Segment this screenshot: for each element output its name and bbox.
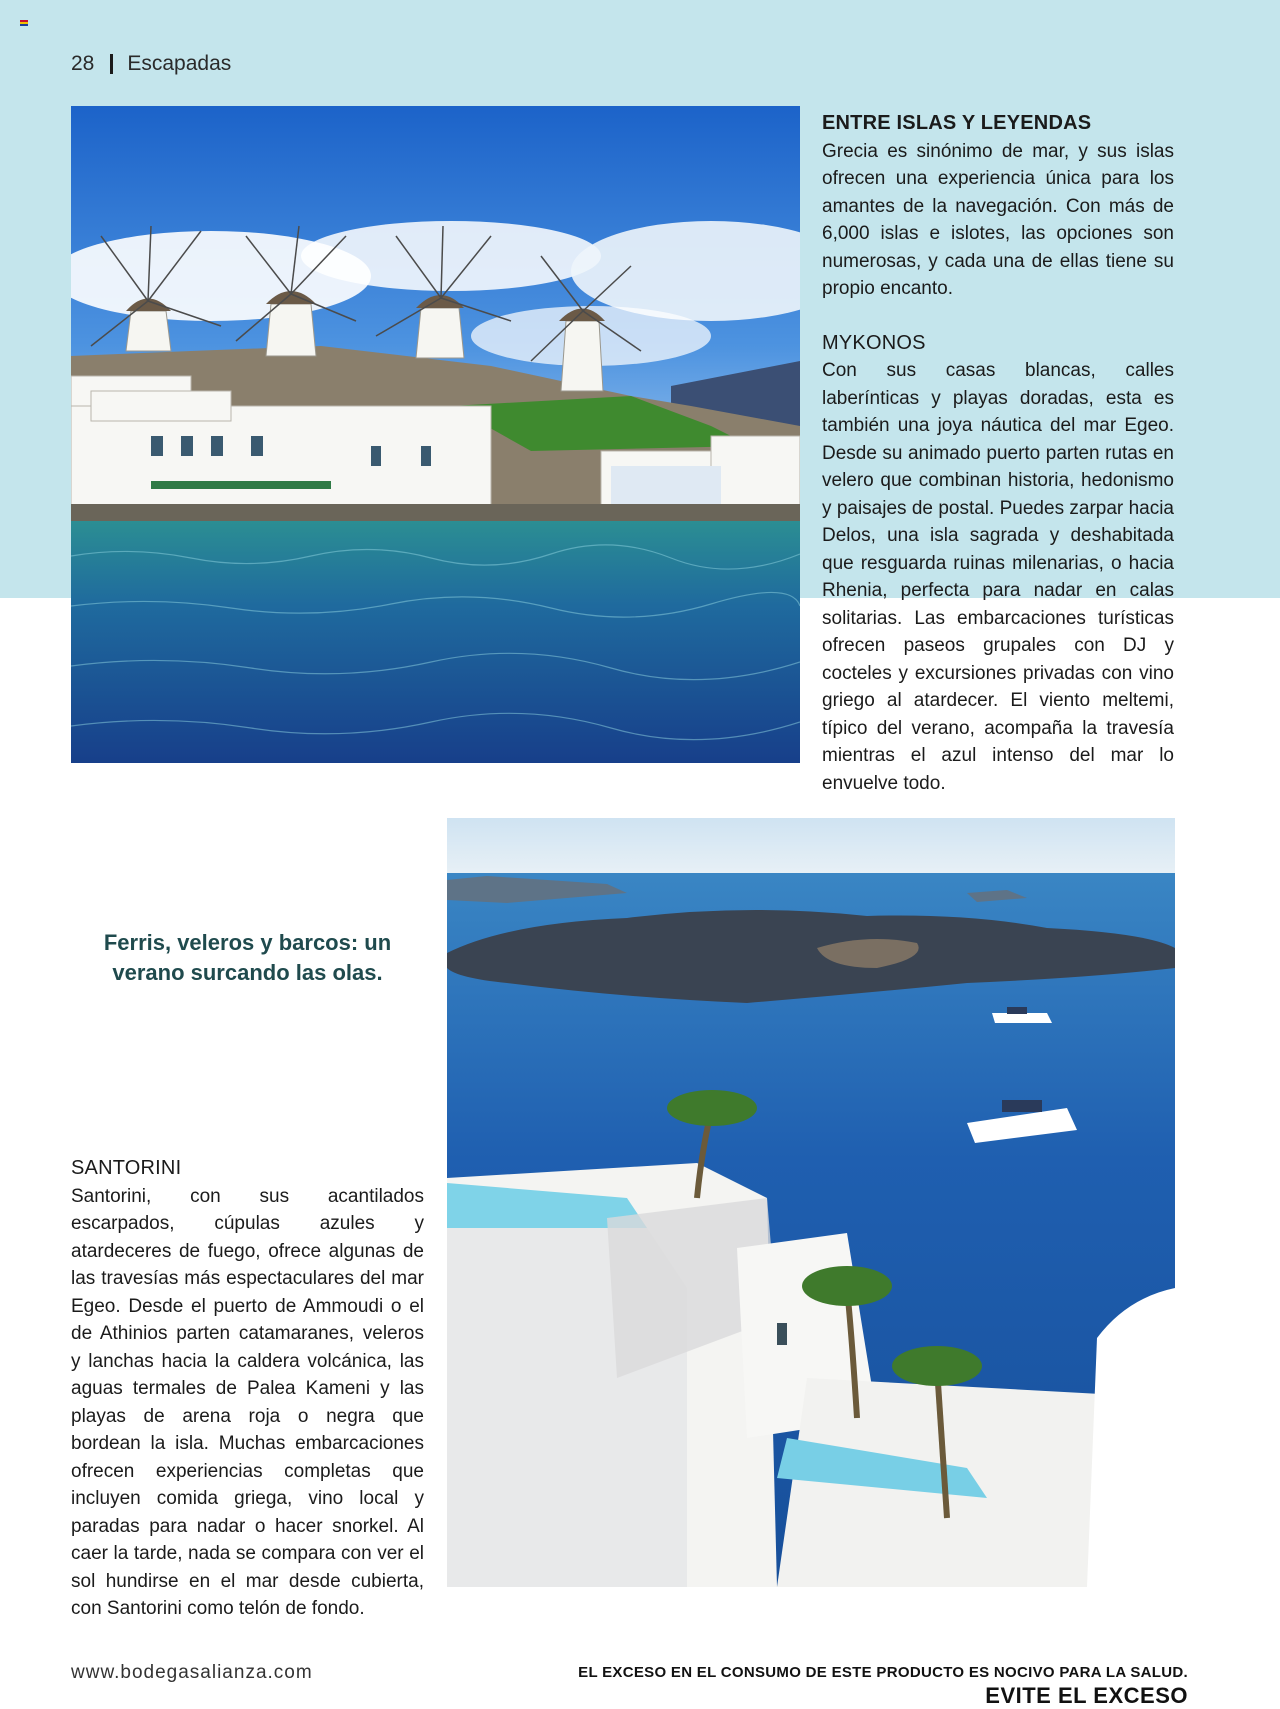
pull-quote: Ferris, veleros y barcos: un verano surcando las olas.	[103, 930, 392, 985]
health-slogan: EVITE EL EXCESO	[985, 1683, 1188, 1708]
mykonos-subheading: MYKONOS	[822, 331, 926, 354]
santorini-caldera-photo	[447, 818, 1175, 1587]
article-entre-islas	[822, 110, 1174, 797]
health-warning: EL EXCESO EN EL CONSUMO DE ESTE PRODUCTO ES NOCIVO PARA LA SALUD.	[578, 1664, 1188, 1681]
article-intro: Grecia es sinónimo de mar, y sus islas ofrecen una experiencia única para los amantes de la navegación. Con más de 6,000 islas e islotes, las opciones son numerosas, y cada una de ellas tiene su propio encanto.	[822, 140, 1174, 299]
article-heading: ENTRE ISLAS Y LEYENDAS	[822, 112, 1092, 134]
article-santorini	[71, 1155, 424, 1623]
mykonos-body: Con sus casas blancas, calles laberínticas y playas doradas, esta es también una joya náutica del mar Egeo. Desde su animado puerto parten rutas en velero que combinan historia, hedonismo y paisajes de postal. Puedes zarpar hacia Delos, una isla sagrada y deshabitada que resguarda ruinas milenarias, o hacia Rhenia, perfecta para nadar en calas solitarias. Las embarcaciones turísticas ofrecen paseos grupales con DJ y cocteles y excursiones privadas con vino griego al atardecer. El viento meltemi, típico del verano, acompaña la travesía mientras el azul intenso del mar lo envuelve todo.	[822, 360, 1174, 794]
santorini-subheading: SANTORINI	[71, 1157, 182, 1179]
page-number: 28	[71, 52, 95, 75]
page-header	[71, 52, 231, 76]
santorini-body: Santorini, con sus acantilados escarpados, cúpulas azules y atardeceres de fuego, ofrece algunas de las travesías más espectaculares del mar Egeo. Desde el puerto de Ammoudi o el de Athinios parten catamaranes, veleros y lanchas hacia la caldera volcánica, las aguas termales de Palea Kameni y las playas de arena roja o negra que bordean la isla. Muchas embarcaciones ofrecen experiencias completas que incluyen comida griega, vino local y paradas para nadar o hacer snorkel. Al caer la tarde, nada se compara con ver el sol hundirse en el mar desde cubierta, con Santorini como telón de fondo.	[71, 1185, 424, 1619]
flag-icon	[20, 20, 28, 26]
header-divider	[110, 54, 113, 74]
section-title: Escapadas	[127, 52, 232, 75]
footer-website: www.bodegasalianza.com	[71, 1662, 313, 1683]
mykonos-windmills-photo	[71, 106, 800, 763]
